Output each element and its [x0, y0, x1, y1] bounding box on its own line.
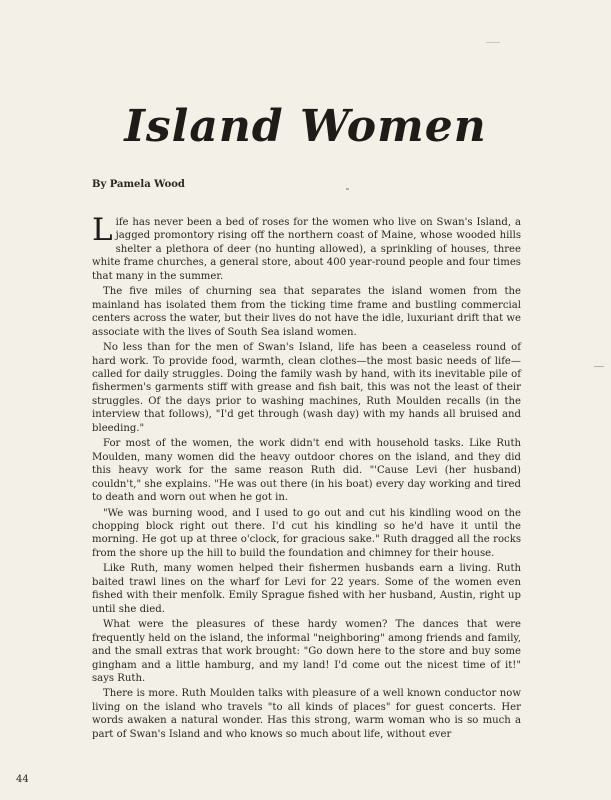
paper-speck [346, 188, 349, 190]
paragraph: Like Ruth, many women helped their fishermen husbands earn a living. Ruth baited trawl lines on the wharf for Levi for 22 years. Some of the women even fished with their menfolk. Emily Sprague fished with her husband, Austin, right up until she died. [92, 563, 521, 615]
paper-speck [486, 42, 500, 43]
paragraph: No less than for the men of Swan's Island, life has been a ceaseless round of hard work. To provide food, warmth, clean clothes—the most basic needs of life—called for daily struggles. Doing the family wash by hand, with its inevitable pile of fishermen's garments stiff with grease and fish bait, this was not the least of their struggles. Of the days prior to washing machines, Ruth Moulden recalls (in the interview that follows), "I'd get through (wash day) with my hands all bruised and bleeding." [92, 342, 521, 434]
paragraph: What were the pleasures of these hardy women? The dances that were frequently held on the island, the informal "neighboring" among friends and family, and the small extras that work brought: "Go down here to the store and buy some gingham and a little hamburg, and my land! I'd come out the nicest time of it!" says Ruth. [92, 619, 521, 684]
drop-cap: L [92, 212, 113, 248]
article-title: Island Women [124, 101, 487, 153]
paper-speck [594, 366, 604, 367]
paragraph-text: ife has never been a bed of roses for the women who live on Swan's Island, a jagged promontory rising off the northern coast of Maine, whose wooded hills shelter a plethora of deer (no hunting allowed), a sprinkling of houses, three white frame churches, a general store, about 400 year-round people and four times that many in the summer. [92, 217, 521, 282]
page-number: 44 [16, 774, 29, 785]
paragraph: For most of the women, the work didn't end with household tasks. Like Ruth Moulden, many women did the heavy outdoor chores on the island, and they did this heavy work for the same reason Ruth did. "'Cause Levi (her husband) couldn't," she explains. "He was out there (in his boat) every day working and tired to death and worn out when he got in. [92, 438, 521, 504]
paragraph: There is more. Ruth Moulden talks with pleasure of a well known conductor now living on the island who travels "to all kinds of places" for guest concerts. Her words awaken a natural wonder. Has this strong, warm woman who is so much a part of Swan's Island and who knows so much about life, without ever [92, 688, 521, 740]
article-body [92, 212, 521, 743]
paragraph: The five miles of churning sea that separates the island women from the mainland has isolated them from the ticking time frame and bustling commercial centers across the water, but their lives do not have the idle, luxuriant drift that we associate with the lives of South Sea island women. [92, 286, 521, 338]
paragraph [92, 212, 521, 283]
paragraph: "We was burning wood, and I used to go out and cut his kindling wood on the chopping block right out there. I'd cut his kindling so he'd have it until the morning. He got up at three o'clock, for gracious sake." Ruth dragged all the rocks from the shore up the hill to build the foundation and chimney for their house. [92, 507, 521, 559]
byline: By Pamela Wood [92, 179, 185, 190]
